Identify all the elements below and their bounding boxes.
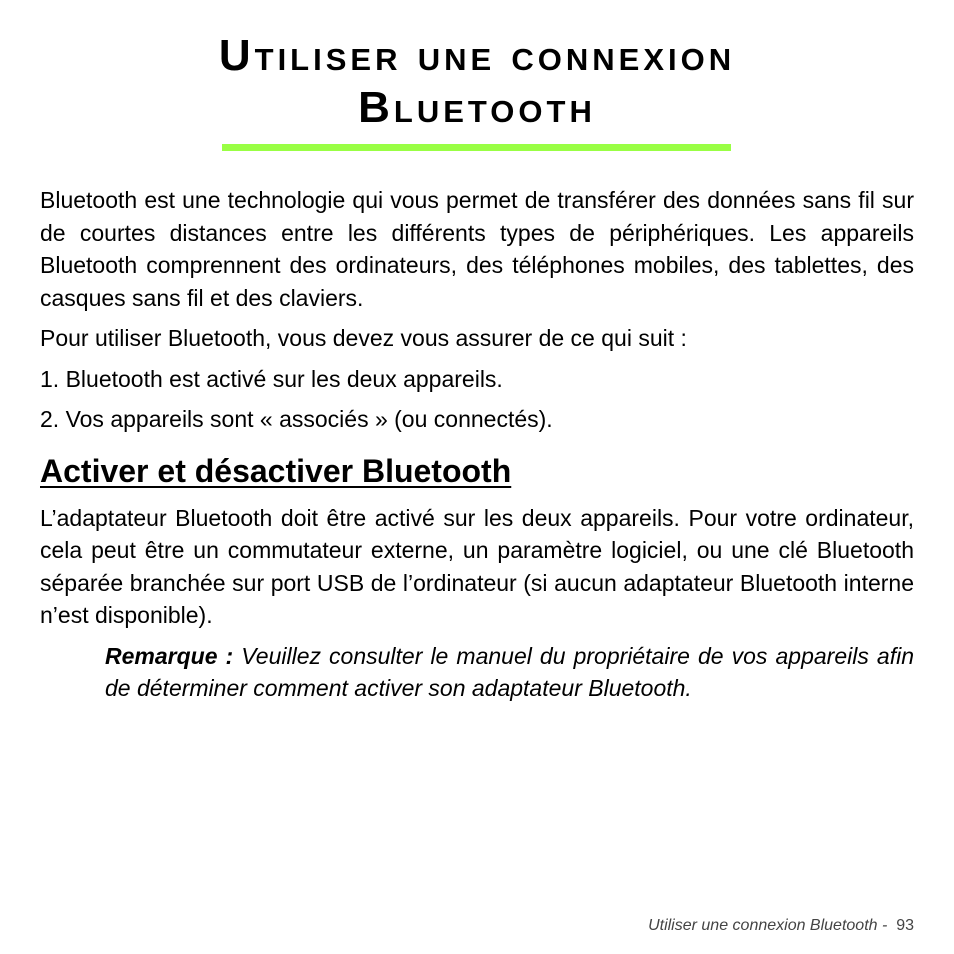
section-heading: Activer et désactiver Bluetooth (40, 452, 512, 489)
note-block (105, 640, 914, 705)
page-content (40, 184, 914, 705)
requirements-paragraph: Pour utiliser Bluetooth, vous devez vous assurer de ce qui suit : (40, 325, 687, 351)
page-number: 93 (896, 917, 914, 934)
list-item: 2. Vos appareils sont « associés » (ou connectés). (40, 406, 553, 432)
page-title-line-2: Bluetooth (358, 83, 596, 132)
page-title (0, 30, 954, 134)
list-item: 1. Bluetooth est activé sur les deux appareils. (40, 365, 503, 392)
footer-text: Utiliser une connexion Bluetooth - (648, 917, 897, 934)
intro-paragraph: Bluetooth est une technologie qui vous permet de transférer des données sans fil sur de courtes distances entre les différents types de périphériques. Les appareils Bluetooth comprennent des ordinateurs, des téléphones mobiles, des tablettes, des casques sans fil et des claviers. (40, 187, 914, 311)
page-title-line-1: Utiliser une connexion (218, 31, 736, 80)
title-underline-rule (222, 144, 731, 151)
note-label: Remarque : (105, 642, 234, 669)
page-footer (648, 917, 914, 935)
note-text: Veuillez consulter le manuel du propriétaire de vos appareils afin de déterminer comment activer son adaptateur Bluetooth. (105, 642, 914, 701)
section-paragraph: L’adaptateur Bluetooth doit être activé sur les deux appareils. Pour votre ordinateur, cela peut être un commutateur externe, un paramètre logiciel, ou une clé Bluetooth séparée branchée sur port USB de l’ordinateur (si aucun adaptateur Bluetooth interne n’est disponible). (40, 504, 914, 628)
